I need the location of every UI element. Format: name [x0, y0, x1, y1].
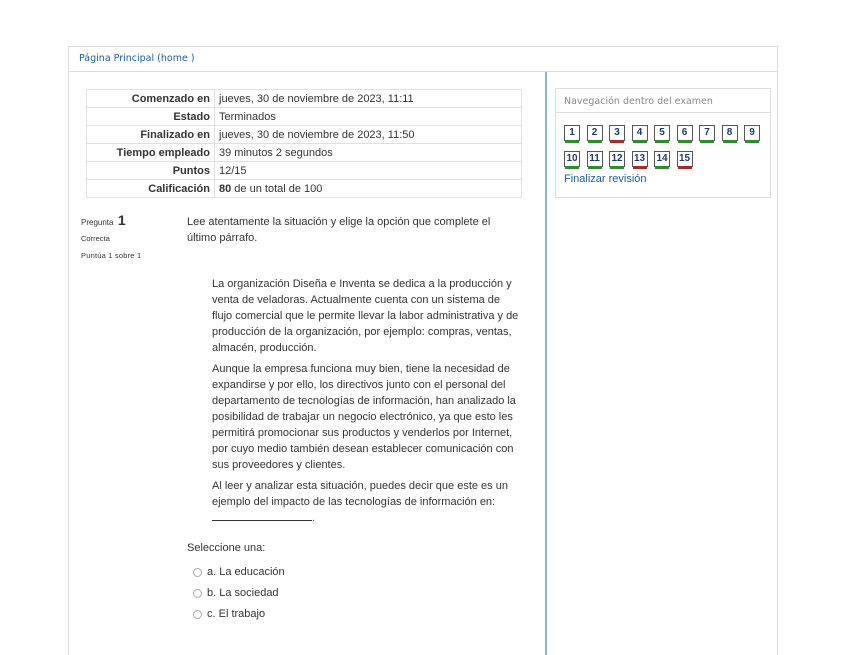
- summary-value: jueves, 30 de noviembre de 2023, 11:50: [215, 126, 522, 144]
- quiz-nav-button-5[interactable]: [654, 125, 670, 141]
- question-paragraph: Aunque la empresa funciona muy bien, tiene la necesidad de expandirse y por ello, los directivos junto con el personal del departamento de tecnologías de información, han analizado la posibilidad de trabajar un negocio electrónico, ya que esto les permitirá promocionar sus productos y venderlos por Internet, por cuyo medio también desean establecer comunicación con sus proveedores y clientes.: [212, 363, 516, 471]
- quiz-nav-button-label: 7: [704, 127, 710, 138]
- status-indicator: [588, 166, 602, 169]
- summary-label: Tiempo empleado: [87, 144, 215, 162]
- summary-row-time: [87, 144, 522, 162]
- quiz-nav-button-label: 2: [591, 127, 598, 138]
- summary-label: Comenzado en: [87, 90, 215, 108]
- answer-option-b[interactable]: [193, 587, 279, 599]
- column-divider: [545, 72, 547, 655]
- question-state: Correcta: [81, 234, 110, 243]
- status-indicator: [633, 140, 647, 143]
- quiz-nav-button-label: 8: [726, 127, 733, 138]
- page-frame: [68, 46, 778, 655]
- quiz-nav-button-8[interactable]: [722, 125, 738, 141]
- breadcrumb-bar: [69, 47, 777, 72]
- summary-value: Terminados: [215, 108, 522, 126]
- question-grade: Puntúa 1 sobre 1: [81, 251, 142, 260]
- quiz-nav-button-15[interactable]: [677, 151, 693, 167]
- quiz-nav-button-label: 10: [566, 153, 578, 164]
- blank-period: .: [312, 512, 316, 524]
- status-indicator: [610, 140, 624, 143]
- status-indicator: [723, 140, 737, 143]
- select-prompt: Seleccione una:: [187, 542, 266, 554]
- quiz-nav-button-label: 1: [569, 127, 575, 138]
- question-intro: Lee atentamente la situación y elige la opción que complete el último párrafo.: [187, 216, 491, 244]
- quiz-nav-button-label: 13: [633, 153, 646, 164]
- quiz-nav-button-3[interactable]: [609, 125, 625, 141]
- summary-row-started: [87, 90, 522, 108]
- quiz-nav-button-12[interactable]: [609, 151, 625, 167]
- question-info: [81, 212, 181, 260]
- summary-row-finished: [87, 126, 522, 144]
- summary-label: Finalizado en: [87, 126, 215, 144]
- quiz-nav-button-1[interactable]: [564, 125, 580, 141]
- answer-option-c[interactable]: [193, 608, 265, 620]
- status-indicator: [655, 166, 669, 169]
- radio-button[interactable]: [193, 610, 202, 619]
- question-paragraph: [212, 478, 522, 526]
- finish-review-link[interactable]: Finalizar revisión: [564, 173, 647, 185]
- breadcrumb-home-link[interactable]: Página Principal (home ): [79, 53, 195, 64]
- quiz-nav-button-6[interactable]: [677, 125, 693, 141]
- question-body: [212, 276, 522, 531]
- question-number: 1: [117, 212, 126, 228]
- quiz-nav-button-7[interactable]: [699, 125, 715, 141]
- quiz-nav-button-label: 14: [656, 153, 668, 164]
- status-indicator: [678, 166, 692, 169]
- status-indicator: [655, 140, 669, 143]
- quiz-navigation-title: Navegación dentro del examen: [556, 89, 770, 113]
- quiz-nav-button-13[interactable]: [632, 151, 648, 167]
- main-content: [69, 72, 545, 655]
- summary-value: 39 minutos 2 segundos: [215, 144, 522, 162]
- question-paragraph-text: Al leer y analizar esta situación, puedes decir que este es un ejemplo del impacto de las tecnologías de información en:: [212, 480, 508, 508]
- option-label: b. La sociedad: [207, 587, 279, 599]
- status-indicator: [700, 140, 714, 143]
- summary-label: Calificación: [87, 180, 215, 198]
- summary-value: [215, 180, 522, 198]
- option-label: a. La educación: [207, 566, 285, 578]
- status-indicator: [565, 166, 579, 169]
- status-indicator: [588, 140, 602, 143]
- quiz-navigation-block: [555, 88, 771, 198]
- status-indicator: [565, 140, 579, 143]
- quiz-nav-button-10[interactable]: [564, 151, 580, 167]
- summary-label: Estado: [87, 108, 215, 126]
- radio-button[interactable]: [193, 589, 202, 598]
- question-paragraph: La organización Diseña e Inventa se dedica a la producción y venta de veladoras. Actualmente cuenta con un sistema de flujo comercial que le permite llevar la labor administrativa y de producción de la organización, por ejemplo: compras, ventas, almacén, producción.: [212, 278, 519, 354]
- quiz-nav-button-9[interactable]: [744, 125, 760, 141]
- question-label: Pregunta: [81, 218, 114, 227]
- quiz-nav-button-label: 6: [681, 127, 688, 138]
- quiz-nav-button-label: 3: [614, 127, 620, 138]
- summary-label: Puntos: [87, 162, 215, 180]
- summary-row-points: [87, 162, 522, 180]
- radio-button[interactable]: [193, 568, 202, 577]
- quiz-nav-button-4[interactable]: [632, 125, 648, 141]
- quiz-nav-button-14[interactable]: [654, 151, 670, 167]
- grade-score: 80: [219, 182, 232, 195]
- summary-row-state: [87, 108, 522, 126]
- quiz-nav-button-label: 4: [636, 127, 643, 138]
- quiz-nav-button-label: 12: [611, 153, 623, 164]
- quiz-nav-button-label: 15: [678, 153, 691, 164]
- quiz-nav-button-label: 5: [659, 127, 665, 138]
- status-indicator: [610, 166, 624, 169]
- status-indicator: [678, 140, 692, 143]
- quiz-nav-button-2[interactable]: [587, 125, 603, 141]
- status-indicator: [633, 166, 647, 169]
- status-indicator: [745, 140, 759, 143]
- summary-row-grade: [87, 180, 522, 198]
- grade-total: de un total de 100: [231, 182, 323, 195]
- attempt-summary-table: [86, 89, 522, 198]
- summary-value: 12/15: [215, 162, 522, 180]
- answer-option-a[interactable]: [193, 566, 285, 578]
- quiz-nav-button-label: 9: [749, 127, 755, 138]
- quiz-nav-button-11[interactable]: [587, 151, 603, 167]
- option-label: c. El trabajo: [207, 608, 266, 620]
- quiz-nav-button-label: 11: [589, 153, 600, 164]
- answer-blank: [212, 510, 312, 521]
- summary-value: jueves, 30 de noviembre de 2023, 11:11: [215, 90, 522, 108]
